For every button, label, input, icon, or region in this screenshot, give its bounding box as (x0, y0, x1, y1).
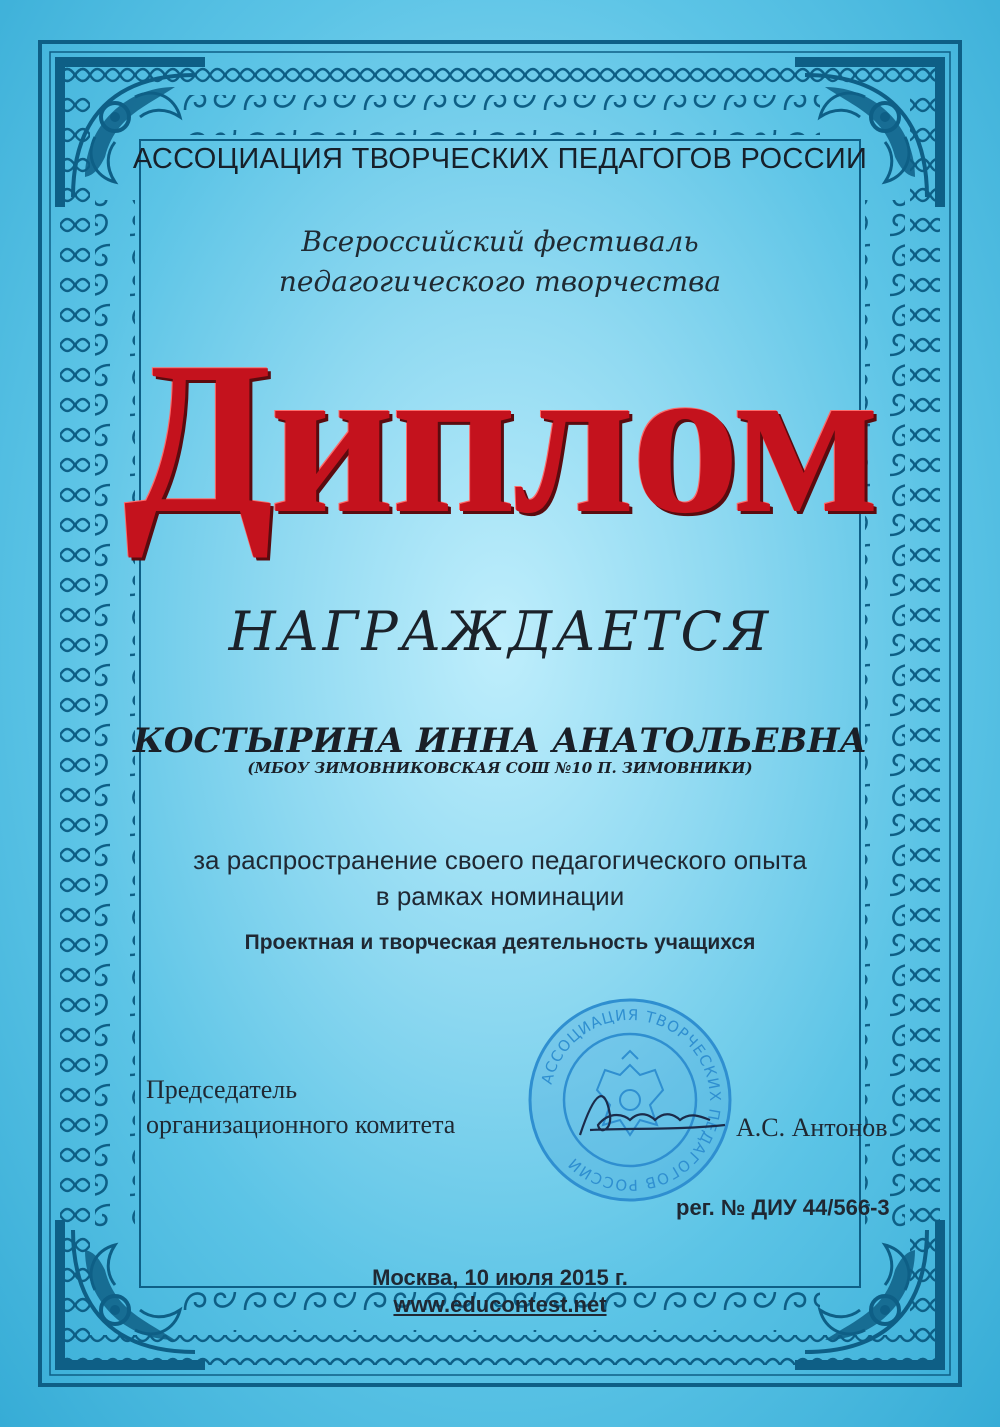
handwritten-signature (570, 1080, 730, 1150)
nomination-title: Проектная и творческая деятельность учащихся (244, 931, 756, 954)
registration-number: рег. № ДИУ 44/566-3 (676, 1195, 890, 1220)
recipient-school: (МБОУ ЗИМОВНИКОВСКАЯ СОШ №10 П. ЗИМОВНИКИ) (247, 759, 753, 777)
diploma-title: Диплом (123, 318, 877, 559)
chairman-title-line-2: организационного комитета (146, 1110, 456, 1139)
awarded-heading: НАГРАЖДАЕТСЯ (228, 600, 772, 663)
association-name: АССОЦИАЦИЯ ТВОРЧЕСКИХ ПЕДАГОГОВ РОССИИ (132, 143, 868, 175)
stamp-text: АССОЦИАЦИЯ ТВОРЧЕСКИХ ПЕДАГОГОВ РОССИИ (537, 1005, 725, 1195)
reason-line-2: в рамках номинации (375, 881, 625, 911)
chairman-title-line-1: Председатель (146, 1075, 298, 1104)
reason-line-1: за распространение своего педагогического опыта (193, 845, 807, 875)
website-link[interactable]: www.educontest.net (393, 1292, 607, 1317)
festival-line-2: педагогического творчества (278, 265, 722, 298)
festival-line-1: Всероссийский фестиваль (301, 225, 699, 258)
chairman-name: А.С. Антонов (736, 1113, 888, 1142)
recipient-name: КОСТЫРИНА ИННА АНАТОЛЬЕВНА (132, 721, 868, 761)
place-and-date: Москва, 10 июля 2015 г. (372, 1265, 628, 1290)
